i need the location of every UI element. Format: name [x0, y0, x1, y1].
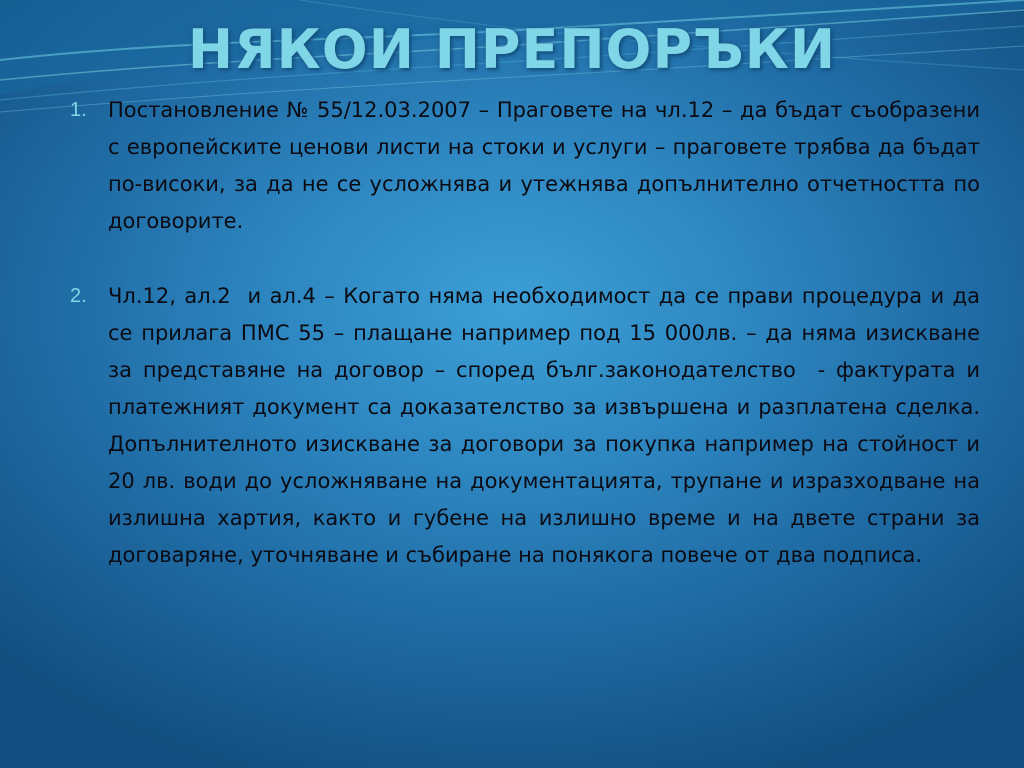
- list-item-text: Постановление № 55/12.03.2007 – Праговете на чл.12 – да бъдат съобразени с европейските ценови листи на стоки и услуги – праговете трябва да бъдат по-високи, за да не се усложнява и утежнява допълнително отчетността по договорите.: [108, 98, 987, 233]
- list-marker: 1.: [70, 99, 87, 121]
- recommendations-list: [70, 92, 987, 574]
- slide-title: НЯКОИ ПРЕПОРЪКИ: [187, 18, 837, 81]
- list-item: [70, 278, 987, 574]
- list-item-text: Чл.12, ал.2 и ал.4 – Когато няма необходимост да се прави процедура и да се прилага ПМС 55 – плащане например под 15 000лв. – да няма изискване за представяне на договор – според бълг.законодателство - фактурата и платежният документ са доказателство за извършена и разплатена сделка. Допълнителното изискване за договори за покупка например на стойност и 20 лв. води до усложняване на документацията, трупане и изразходване на излишна хартия, както и губене на излишно време и на двете страни за договаряне, уточняване и събиране на понякога повече от два подписа.: [108, 284, 987, 567]
- list-marker: 2.: [70, 285, 87, 307]
- list-item: [70, 92, 987, 240]
